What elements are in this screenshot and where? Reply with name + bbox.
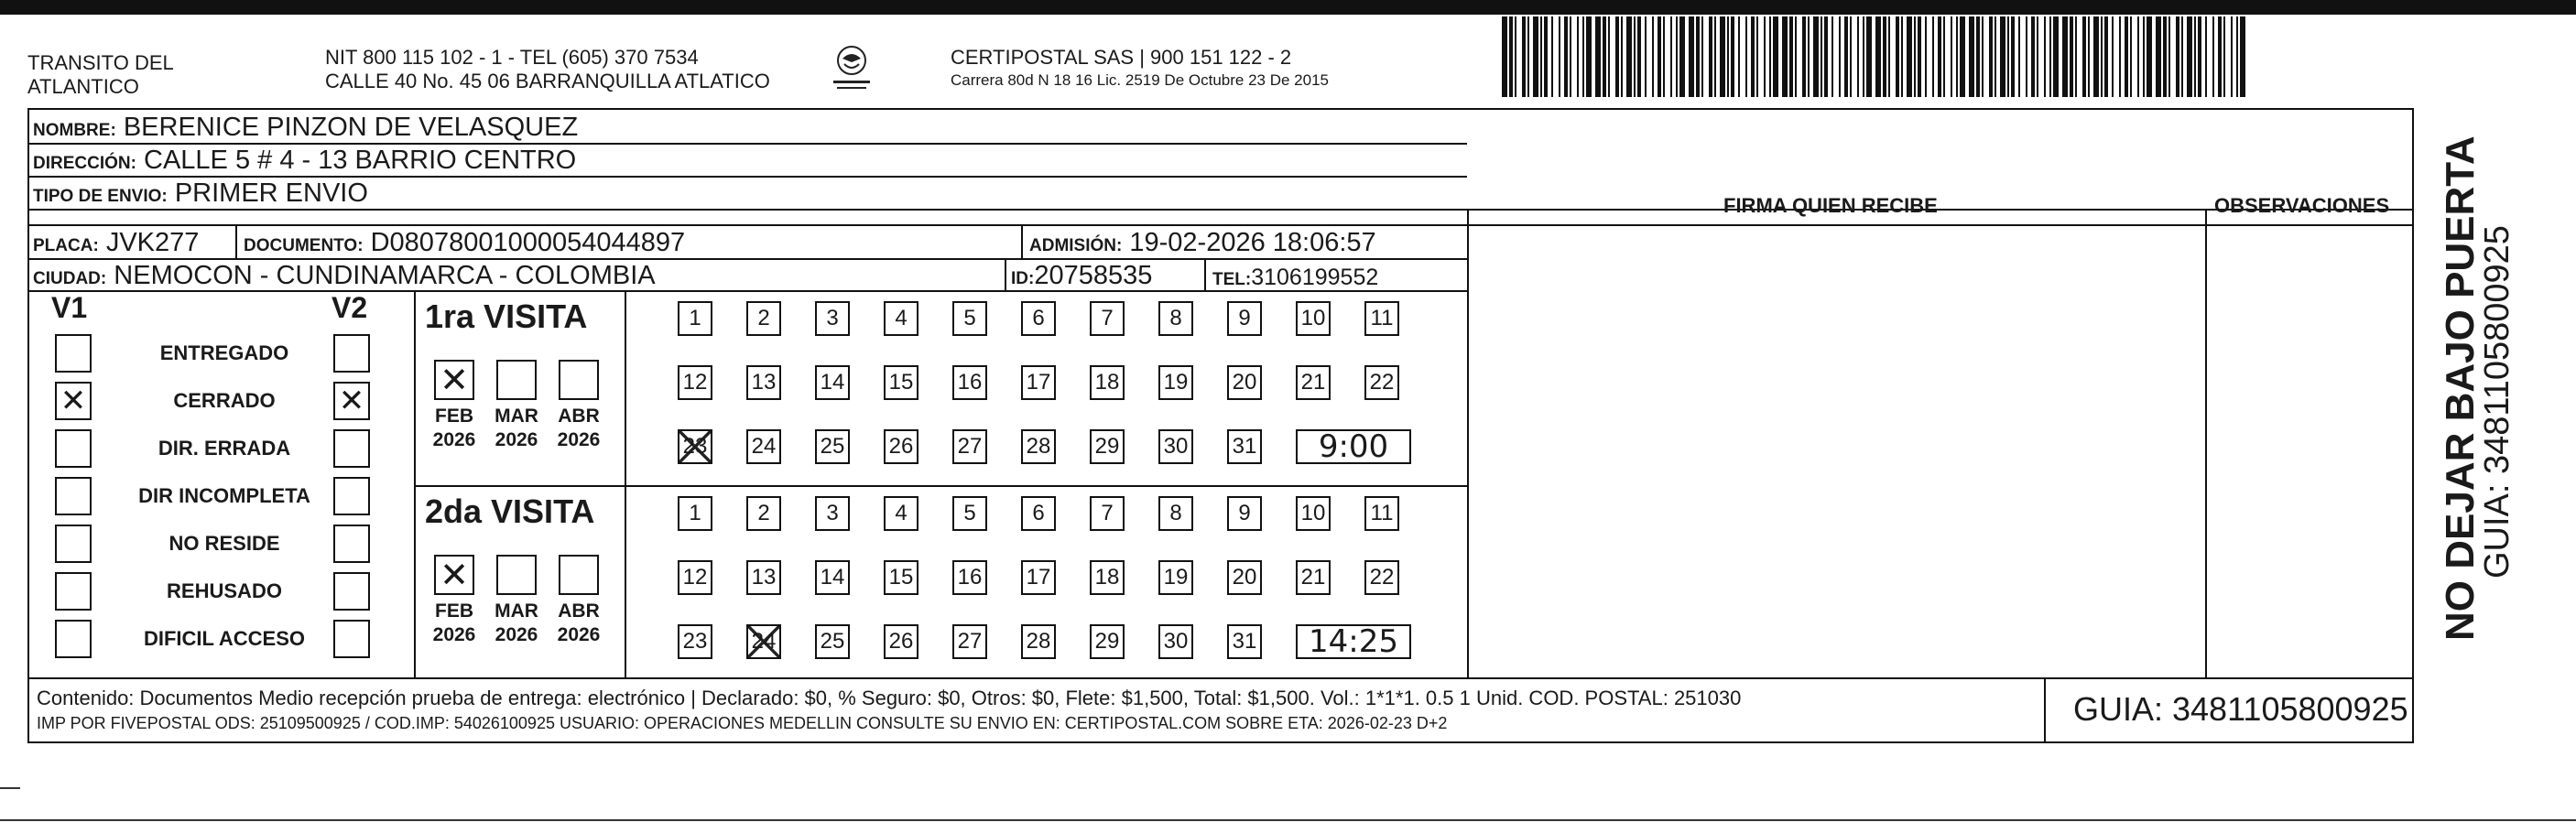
issuer-line2: ATLANTICO <box>27 75 139 98</box>
contenido-line: Contenido: Documentos Medio recepción prueba de entrega: electrónico | Declarado: $0, % Seguro: $0, Otros: $0, Flete: $1,500, Total: $1,500. Vol.: 1*1*1. 0.5 1 Unid. COD. POSTAL: 251030 <box>37 687 1742 709</box>
month-checkbox[interactable]: ✕ <box>434 360 474 400</box>
id-row <box>1011 260 1152 295</box>
day-box[interactable]: 21 <box>1296 365 1331 400</box>
direccion-value: CALLE 5 # 4 - 13 BARRIO CENTRO <box>144 146 577 175</box>
issuer-address: CALLE 40 No. 45 06 BARRANQUILLA ATLATICO <box>325 70 770 92</box>
issuer-name <box>27 51 174 99</box>
day-box[interactable]: 3 <box>815 496 850 531</box>
status-v1-checkbox[interactable] <box>55 334 92 373</box>
visit-time-box[interactable]: 9:00 <box>1296 429 1411 464</box>
day-box[interactable]: 1 <box>678 301 712 336</box>
day-box[interactable]: 25 <box>815 624 850 659</box>
placa-row <box>33 227 199 262</box>
status-label: REHUSADO <box>167 579 282 602</box>
status-v1-checkbox[interactable]: ✕ <box>55 382 92 420</box>
day-box[interactable]: 15 <box>884 560 918 595</box>
day-box[interactable]: 3 <box>815 301 850 336</box>
day-box[interactable]: 23 <box>678 429 712 464</box>
tel-label: TEL: <box>1212 270 1252 289</box>
certipostal-logo-icon <box>831 42 872 93</box>
day-box[interactable]: 1 <box>678 496 712 531</box>
status-v2-checkbox[interactable] <box>333 334 370 373</box>
month-year-label: 2026 <box>432 429 476 450</box>
admision-row <box>1029 227 1376 262</box>
day-box[interactable]: 30 <box>1158 429 1193 464</box>
status-label: DIR INCOMPLETA <box>138 484 310 507</box>
day-box[interactable]: 18 <box>1090 560 1125 595</box>
day-box[interactable]: 19 <box>1158 365 1193 400</box>
delivery-form-card <box>27 108 2414 743</box>
v2-header: V2 <box>332 291 368 324</box>
status-v1-checkbox[interactable] <box>55 572 92 611</box>
day-box[interactable]: 15 <box>884 365 918 400</box>
month-checkbox[interactable] <box>496 555 537 595</box>
month-checkbox[interactable]: ✕ <box>434 555 474 595</box>
barcode-icon <box>1502 16 2253 97</box>
day-box[interactable]: 27 <box>952 429 987 464</box>
status-v1-checkbox[interactable] <box>55 620 92 658</box>
day-box[interactable]: 4 <box>884 301 918 336</box>
day-box[interactable]: 11 <box>1364 301 1399 336</box>
day-box[interactable]: 9 <box>1227 496 1262 531</box>
day-box[interactable]: 20 <box>1227 365 1262 400</box>
page-bottom-edge <box>0 819 2576 821</box>
day-box[interactable]: 14 <box>815 365 850 400</box>
day-box[interactable]: 28 <box>1021 624 1056 659</box>
id-label: ID: <box>1011 269 1035 288</box>
ciudad-row <box>33 260 656 295</box>
day-box[interactable]: 2 <box>746 301 781 336</box>
guia-number: GUIA: 3481105800925 <box>2073 690 2408 728</box>
day-box[interactable]: 26 <box>884 429 918 464</box>
day-box[interactable]: 30 <box>1158 624 1193 659</box>
status-v1-checkbox[interactable] <box>55 525 92 563</box>
placa-label: PLACA: <box>33 236 99 255</box>
nombre-row <box>33 112 578 146</box>
status-label: NO RESIDE <box>168 532 280 555</box>
day-box[interactable]: 17 <box>1021 365 1056 400</box>
observaciones-header: OBSERVACIONES <box>2214 194 2390 217</box>
placa-value: JVK277 <box>105 228 200 257</box>
courier-name: CERTIPOSTAL SAS | 900 151 122 - 2 <box>951 46 1292 69</box>
status-label: CERRADO <box>173 389 276 412</box>
day-box[interactable]: 29 <box>1090 429 1125 464</box>
month-year-label: 2026 <box>557 624 601 645</box>
ciudad-value: NEMOCON - CUNDINAMARCA - COLOMBIA <box>114 261 656 290</box>
side-guia-number: GUIA: 3481105800925 <box>2478 225 2516 579</box>
day-box[interactable]: 18 <box>1090 365 1125 400</box>
day-box[interactable]: 13 <box>746 560 781 595</box>
day-box[interactable]: 5 <box>952 496 987 531</box>
day-box[interactable]: 16 <box>952 365 987 400</box>
v1-header: V1 <box>51 291 88 324</box>
day-box[interactable]: 12 <box>678 560 712 595</box>
visit-title: 1ra VISITA <box>425 298 588 335</box>
status-v2-checkbox[interactable] <box>333 620 370 658</box>
tel-value: 3106199552 <box>1251 265 1379 290</box>
direccion-row <box>33 145 576 179</box>
month-year-label: 2026 <box>557 429 601 450</box>
status-v2-checkbox[interactable] <box>333 525 370 563</box>
documento-value: D08078001000054044897 <box>370 228 686 257</box>
day-box[interactable]: 22 <box>1364 365 1399 400</box>
day-box[interactable]: 25 <box>815 429 850 464</box>
day-box[interactable]: 31 <box>1227 429 1262 464</box>
day-box[interactable]: 9 <box>1227 301 1262 336</box>
month-label: MAR <box>495 600 538 622</box>
documento-row <box>244 227 685 262</box>
day-box[interactable]: 20 <box>1227 560 1262 595</box>
courier-info <box>951 46 1329 92</box>
tipo-envio-value: PRIMER ENVIO <box>174 178 368 208</box>
visit-time-box[interactable]: 14:25 <box>1296 624 1411 659</box>
day-box[interactable]: 6 <box>1021 496 1056 531</box>
issuer-contact <box>325 46 770 93</box>
status-v2-checkbox[interactable] <box>333 477 370 515</box>
day-box[interactable]: 29 <box>1090 624 1125 659</box>
month-label: ABR <box>558 600 600 622</box>
day-box[interactable]: 17 <box>1021 560 1056 595</box>
month-label: FEB <box>435 406 473 427</box>
no-dejar-bajo-puerta: NO DEJAR BAJO PUERTA <box>2438 135 2483 641</box>
month-checkbox[interactable] <box>559 360 599 400</box>
day-box[interactable]: 6 <box>1021 301 1056 336</box>
day-box[interactable]: 2 <box>746 496 781 531</box>
day-box[interactable]: 7 <box>1090 496 1125 531</box>
day-box[interactable]: 8 <box>1158 496 1193 531</box>
issuer-nit: NIT 800 115 102 - 1 - TEL (605) 370 7534 <box>325 46 699 69</box>
status-label: ENTREGADO <box>159 341 289 364</box>
direccion-label: DIRECCIÓN: <box>33 154 136 173</box>
day-box[interactable]: 16 <box>952 560 987 595</box>
day-box[interactable]: 8 <box>1158 301 1193 336</box>
day-box[interactable]: 28 <box>1021 429 1056 464</box>
month-label: MAR <box>495 406 538 427</box>
page-edge-mark <box>0 787 20 789</box>
day-box[interactable]: 13 <box>746 365 781 400</box>
tipo-envio-row <box>33 178 368 212</box>
ciudad-label: CIUDAD: <box>33 269 107 288</box>
impresion-line: IMP POR FIVEPOSTAL ODS: 25109500925 / COD.IMP: 54026100925 USUARIO: OPERACIONES MEDELLIN CONSULTE SU ENVIO EN: CERTIPOSTAL.COM SOBRE ETA: 2026-02-23 D+2 <box>37 714 1448 732</box>
nombre-label: NOMBRE: <box>33 121 116 140</box>
month-checkbox[interactable] <box>559 555 599 595</box>
tipo-envio-label: TIPO DE ENVIO: <box>33 187 168 206</box>
visit-title: 2da VISITA <box>425 492 595 530</box>
courier-license: Carrera 80d N 18 16 Lic. 2519 De Octubre 23 De 2015 <box>951 71 1329 89</box>
day-box[interactable]: 10 <box>1296 301 1331 336</box>
month-label: FEB <box>435 600 473 622</box>
issuer-line1: TRANSITO DEL <box>27 51 174 74</box>
day-box[interactable]: 24 <box>746 429 781 464</box>
day-box[interactable]: 22 <box>1364 560 1399 595</box>
nombre-value: BERENICE PINZON DE VELASQUEZ <box>123 113 579 142</box>
month-year-label: 2026 <box>432 624 476 645</box>
day-box[interactable]: 5 <box>952 301 987 336</box>
day-box[interactable]: 26 <box>884 624 918 659</box>
admision-value: 19-02-2026 18:06:57 <box>1129 228 1376 257</box>
month-label: ABR <box>558 406 600 427</box>
day-box[interactable]: 14 <box>815 560 850 595</box>
status-v2-checkbox[interactable] <box>333 572 370 611</box>
status-v2-checkbox[interactable] <box>333 429 370 468</box>
admision-label: ADMISIÓN: <box>1029 236 1123 255</box>
documento-label: DOCUMENTO: <box>244 236 364 255</box>
day-box[interactable]: 23 <box>678 624 712 659</box>
day-box[interactable]: 31 <box>1227 624 1262 659</box>
firma-header: FIRMA QUIEN RECIBE <box>1723 194 1938 217</box>
day-box[interactable]: 10 <box>1296 496 1331 531</box>
day-box[interactable]: 24 <box>746 624 781 659</box>
day-box[interactable]: 27 <box>952 624 987 659</box>
month-year-label: 2026 <box>495 624 538 645</box>
id-value: 20758535 <box>1034 261 1153 290</box>
status-v1-checkbox[interactable] <box>55 429 92 468</box>
status-v1-checkbox[interactable] <box>55 477 92 515</box>
day-box[interactable]: 7 <box>1090 301 1125 336</box>
day-box[interactable]: 11 <box>1364 496 1399 531</box>
day-box[interactable]: 4 <box>884 496 918 531</box>
month-year-label: 2026 <box>495 429 538 450</box>
month-checkbox[interactable] <box>496 360 537 400</box>
day-box[interactable]: 21 <box>1296 560 1331 595</box>
top-border-bar <box>0 0 2576 15</box>
day-box[interactable]: 12 <box>678 365 712 400</box>
status-v2-checkbox[interactable]: ✕ <box>333 382 370 420</box>
day-box[interactable]: 19 <box>1158 560 1193 595</box>
status-label: DIR. ERRADA <box>158 437 291 460</box>
status-label: DIFICIL ACCESO <box>143 627 305 650</box>
tel-row <box>1212 262 1378 296</box>
